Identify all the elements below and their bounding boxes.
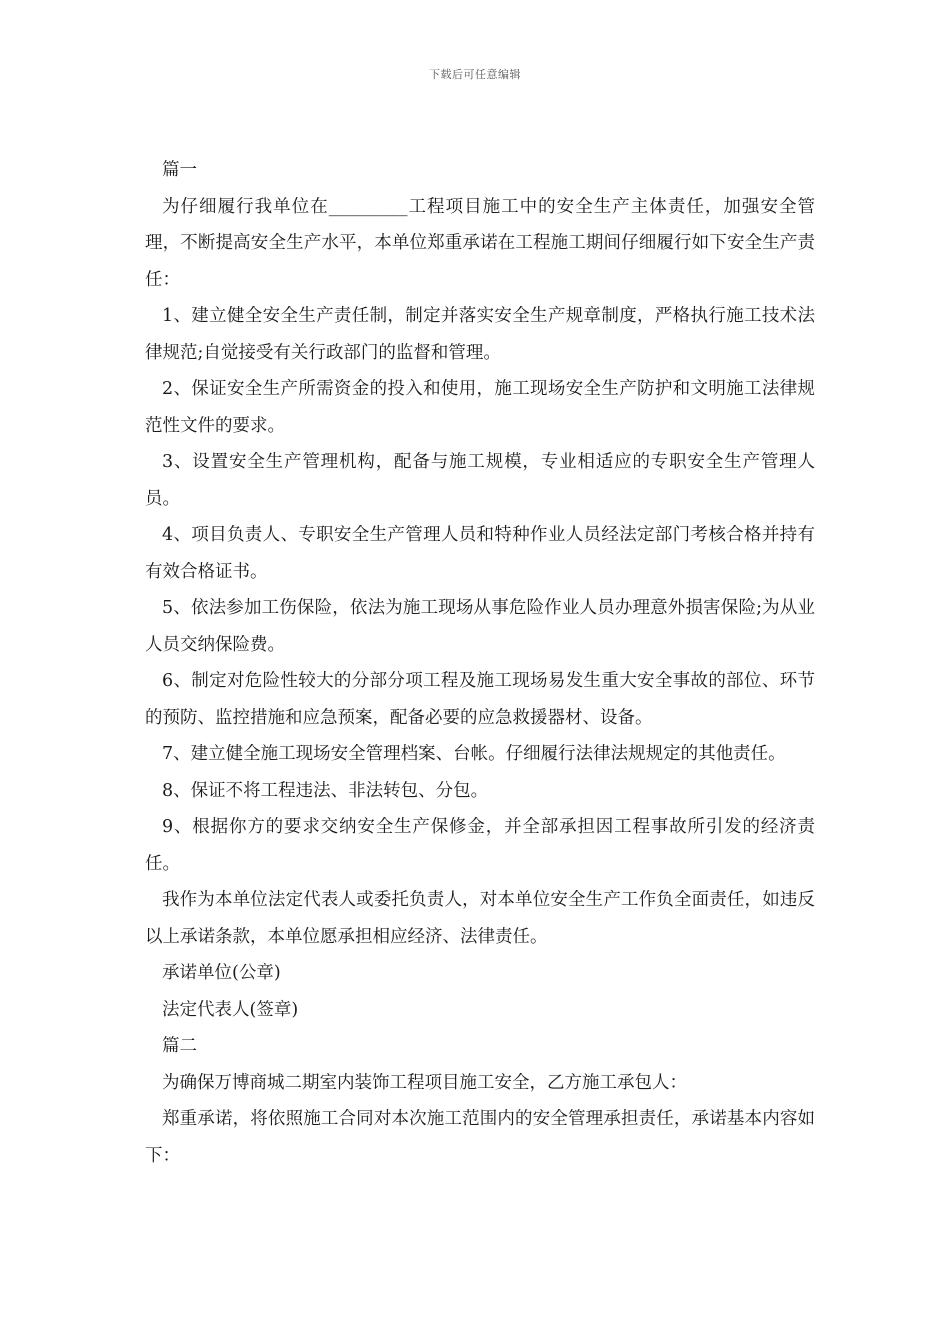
section2-commitment: 郑重承诺，将依照施工合同对本次施工范围内的安全管理承担责任，承诺基本内容如下：: [145, 1109, 815, 1166]
list-item-1: 1、建立健全安全生产责任制，制定并落实安全生产规章制度，严格执行施工技术法律规范;自觉接受有关行政部门的监督和管理。: [145, 306, 815, 363]
list-item-5: 5、依法参加工伤保险，依法为施工现场从事危险作业人员办理意外损害保险;为从业人员交纳保险费。: [145, 598, 815, 655]
list-item-7: 7、建立健全施工现场安全管理档案、台帐。仔细履行法律法规规定的其他责任。: [162, 744, 786, 764]
signature-unit: 承诺单位(公章): [162, 963, 281, 983]
section-title-2: 篇二: [162, 1036, 197, 1056]
list-item-6: 6、制定对危险性较大的分部分项工程及施工现场易发生重大安全事故的部位、环节的预防、监控措施和应急预案，配备必要的应急救援器材、设备。: [145, 671, 815, 728]
list-item-9: 9、根据你方的要求交纳安全生产保修金，并全部承担因工程事故所引发的经济责任。: [145, 817, 815, 874]
list-item-2: 2、保证安全生产所需资金的投入和使用，施工现场安全生产防护和文明施工法律规范性文件的要求。: [145, 379, 815, 436]
section-title-1: 篇一: [162, 160, 197, 180]
signature-representative: 法定代表人(签章): [162, 999, 299, 1020]
declaration-paragraph: 我作为本单位法定代表人或委托负责人，对本单位安全生产工作负全面责任，如违反以上承诺条款，本单位愿承担相应经济、法律责任。: [145, 890, 815, 947]
page-header: 下载后可任意编辑: [429, 68, 521, 81]
list-item-4: 4、项目负责人、专职安全生产管理人员和特种作业人员经法定部门考核合格并持有有效合格证书。: [145, 525, 815, 582]
intro-paragraph: 为仔细履行我单位在_________工程项目施工中的安全生产主体责任，加强安全管理，不断提高安全生产水平，本单位郑重承诺在工程施工期间仔细履行如下安全生产责任：: [145, 196, 815, 290]
list-item-8: 8、保证不将工程违法、非法转包、分包。: [162, 780, 489, 801]
document-body: [145, 152, 815, 1174]
section2-intro: 为确保万博商城二期室内装饰工程项目施工安全，乙方施工承包人：: [162, 1072, 687, 1093]
list-item-3: 3、设置安全生产管理机构，配备与施工规模，专业相适应的专职安全生产管理人员。: [145, 452, 815, 509]
